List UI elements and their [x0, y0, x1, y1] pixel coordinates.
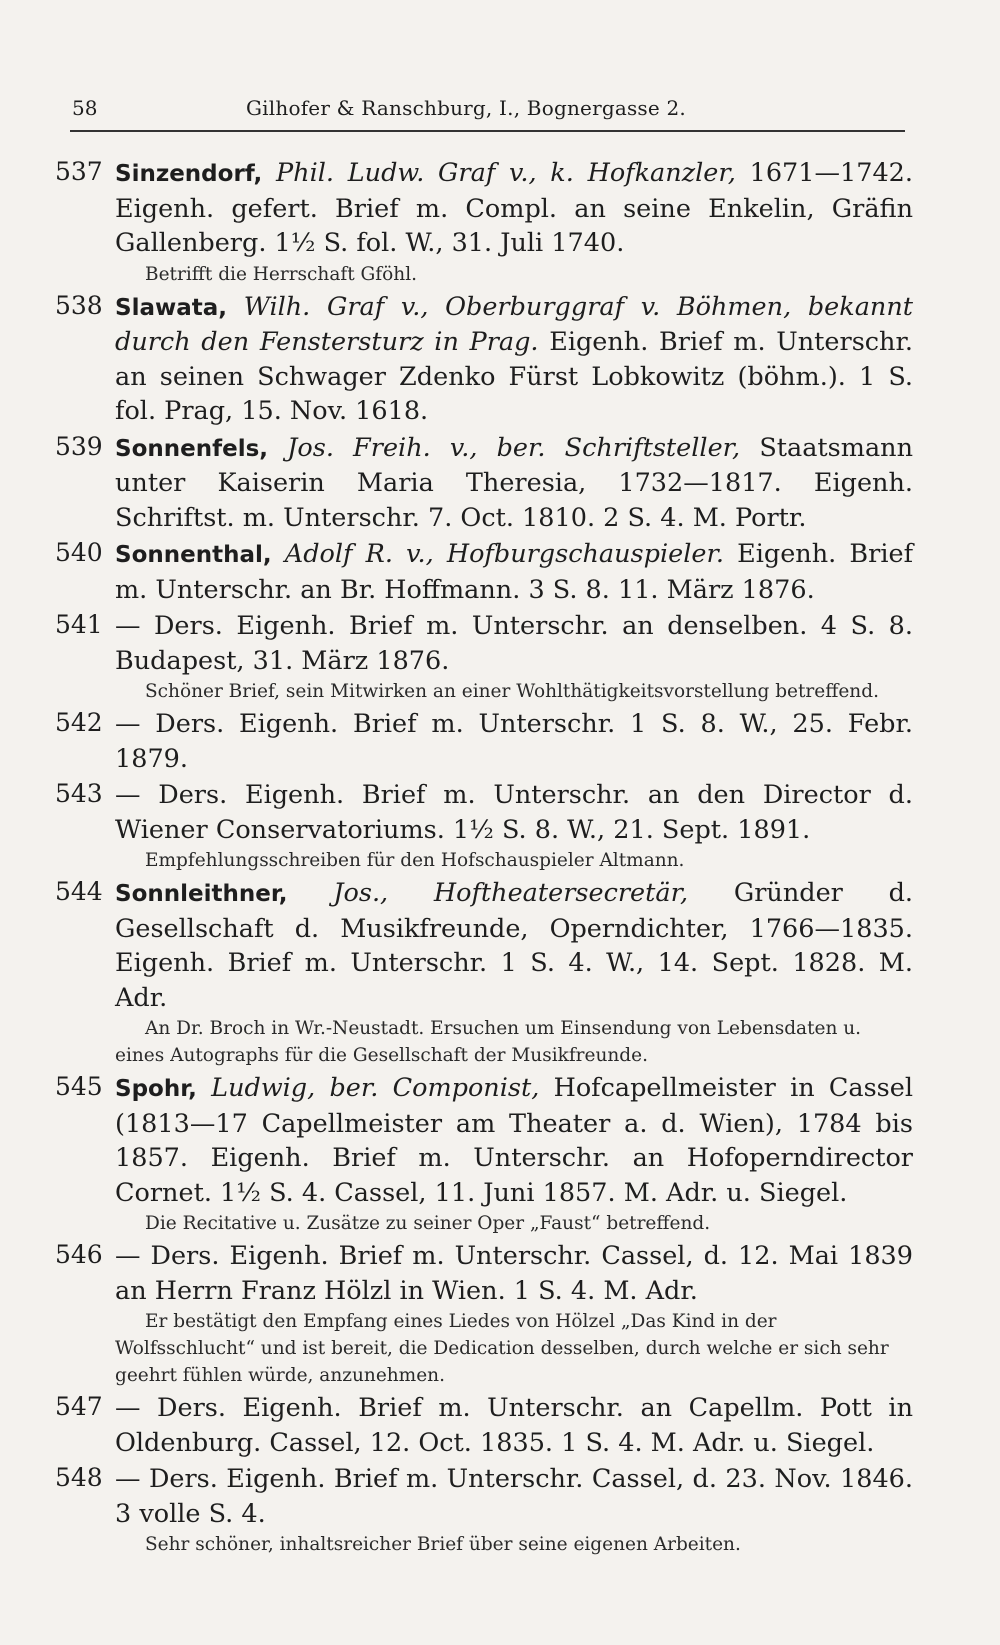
entry-number: 539 — [55, 431, 103, 461]
entry-body: — Ders. Eigenh. Brief m. Unterschr. Cassel, d. 12. Mai 1839 an Herrn Franz Hölzl in Wien. 1 S. 4. M. Adr. — [115, 1241, 913, 1306]
entry-number: 548 — [55, 1463, 103, 1492]
entry-body: — Ders. Eigenh. Brief m. Unterschr. an denselben. 4 S. 8. Budapest, 31. März 1876. — [115, 611, 913, 676]
catalog-entry — [55, 1462, 913, 1558]
catalog-entry — [55, 431, 913, 536]
entry-text: Eigenh. Brief m. Unterschr. an seinen Schwager Zdenko Fürst Lobkowitz (böhm.). 1 S. fol. Prag, 15. Nov. 1618. — [115, 327, 913, 426]
entry-note: Betrifft die Herrschaft Gföhl. — [145, 263, 417, 285]
entry-note: An Dr. Broch in Wr.-Neustadt. Ersuchen um Einsendung von Lebensdaten u. eines Autographs für die Gesellschaft der Musikfreunde. — [115, 1018, 862, 1066]
entry-number: 546 — [55, 1240, 103, 1269]
catalog-entry — [55, 1391, 913, 1460]
entry-text: Gründer d. Gesellschaft d. Musikfreunde, Operndichter, 1766—1835. Eigenh. Brief m. Unterschr. 1 S. 4. W., 14. Sept. 1828. M. Adr. — [115, 878, 914, 1013]
entry-note: Er bestätigt den Empfang eines Liedes von Hölzel „Das Kind in der Wolfsschlucht“ und ist bereit, die Dedication desselben, durch welche er sich sehr geehrt fühlen würde, anzunehmen. — [115, 1311, 889, 1386]
entry-number: 537 — [55, 157, 103, 186]
entry-body — [115, 431, 913, 536]
catalog-entry — [55, 537, 913, 607]
catalog-entry — [55, 290, 913, 429]
entry-text: Eigenh. Brief m. Unterschr. an Br. Hoffmann. 3 S. 8. 11. März 1876. — [115, 539, 914, 605]
entry-body: — Ders. Eigenh. Brief m. Unterschr. 1 S. 8. W., 25. Febr. 1879. — [115, 709, 913, 774]
entry-name: Sinzendorf, — [115, 161, 263, 187]
entry-body — [115, 537, 913, 607]
entry-number: 541 — [55, 610, 103, 639]
publisher-header: Gilhofer & Ranschburg, I., Bognergasse 2. — [246, 96, 686, 120]
catalog-entry — [55, 1071, 913, 1237]
entry-title: Wilh. Graf v., Oberburggraf v. Böhmen, bekannt durch den Fenstersturz in Prag. — [115, 291, 914, 357]
entry-title: Jos. Freih. v., ber. Schriftsteller, — [287, 432, 741, 463]
entry-title: Phil. Ludw. Graf v., k. Hofkanzler, — [276, 158, 736, 188]
entry-note: Empfehlungsschreiben für den Hofschauspieler Altmann. — [145, 850, 685, 871]
entry-list — [55, 156, 913, 1560]
catalog-entry — [55, 156, 913, 288]
catalog-entry — [55, 876, 913, 1069]
entry-number: 542 — [55, 708, 103, 737]
entry-body — [115, 1071, 913, 1210]
entry-number: 547 — [55, 1392, 103, 1421]
entry-number: 544 — [55, 877, 103, 906]
entry-text: 1671—1742. Eigenh. gefert. Brief m. Compl. an seine Enkelin, Gräfin Gallenberg. 1½ S. fol. W., 31. Juli 1740. — [115, 158, 914, 258]
entry-text: Hofcapellmeister in Cassel (1813—17 Capellmeister am Theater a. d. Wien), 1784 bis 1857. Eigenh. Brief m. Unterschr. an Hofoperndirector Cornet. 1½ S. 4. Cassel, 11. Juni 1857. M. Adr. u. Siegel. — [115, 1073, 914, 1208]
entry-body: — Ders. Eigenh. Brief m. Unterschr. an den Director d. Wiener Conservatoriums. 1½ S. 8. W., 21. Sept. 1891. — [115, 780, 913, 845]
entry-name: Spohr, — [115, 1076, 197, 1102]
catalog-entry — [55, 1239, 913, 1389]
entry-body: — Ders. Eigenh. Brief m. Unterschr. an Capellm. Pott in Oldenburg. Cassel, 12. Oct. 1835. 1 S. 4. M. Adr. u. Siegel. — [115, 1393, 913, 1458]
catalog-entry — [55, 778, 913, 874]
entry-body — [115, 156, 913, 261]
entry-body: — Ders. Eigenh. Brief m. Unterschr. Cassel, d. 23. Nov. 1846. 3 volle S. 4. — [115, 1464, 913, 1529]
entry-note: Die Recitative u. Zusätze zu seiner Oper „Faust“ betreffend. — [145, 1213, 711, 1234]
entry-text: Staatsmann unter Kaiserin Maria Theresia, 1732—1817. Eigenh. Schriftst. m. Unterschr. 7. Oct. 1810. 2 S. 4. M. Portr. — [115, 432, 913, 533]
entry-name: Sonnenthal, — [115, 542, 272, 568]
entry-number: 543 — [55, 779, 103, 808]
entry-body — [115, 290, 913, 429]
entry-title: Jos., Hoftheatersecretär, — [333, 878, 689, 908]
page-header — [70, 94, 905, 132]
entry-name: Sonnleithner, — [115, 881, 288, 907]
entry-number: 540 — [55, 538, 103, 567]
page-number: 58 — [72, 96, 98, 120]
entry-number: 545 — [55, 1072, 103, 1101]
entry-title: Ludwig, ber. Componist, — [211, 1073, 540, 1103]
entry-body — [115, 876, 913, 1015]
entry-note: Sehr schöner, inhaltsreicher Brief über seine eigenen Arbeiten. — [145, 1534, 741, 1555]
entry-note: Schöner Brief, sein Mitwirken an einer Wohlthätigkeitsvorstellung betreffend. — [145, 681, 879, 702]
catalog-entry — [55, 609, 913, 705]
entry-title: Adolf R. v., Hofburgschauspieler. — [284, 539, 724, 569]
catalog-entry — [55, 707, 913, 776]
entry-number: 538 — [55, 290, 103, 320]
entry-name: Slawata, — [115, 294, 227, 321]
entry-name: Sonnenfels, — [115, 435, 269, 462]
